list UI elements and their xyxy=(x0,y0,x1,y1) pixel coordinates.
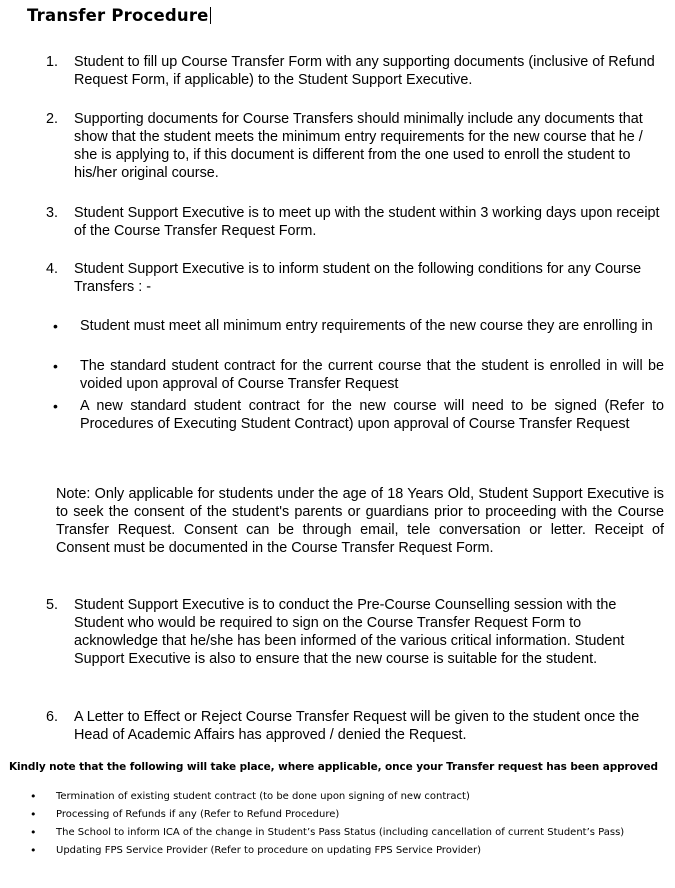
condition-text: A new standard student contract for the new course will need to be signed (Refer to Procedures of Executing Student Contract) upon approval of Course Transfer Request xyxy=(80,398,664,432)
step-number: 6. xyxy=(46,709,59,725)
bullet-icon: • xyxy=(53,318,58,334)
outcome-text: The School to inform ICA of the change in Student’s Pass Status (including cancellation of current Student’s Pass) xyxy=(56,827,625,838)
page-title-text: Transfer Procedure xyxy=(27,6,209,25)
bullet-icon: • xyxy=(30,826,37,839)
condition-text: Student must meet all minimum entry requirements of the new course they are enrolling in xyxy=(80,318,653,334)
step-number: 1. xyxy=(46,54,59,70)
step-number: 4. xyxy=(46,261,59,277)
step-6 xyxy=(46,708,668,744)
step-text: Student Support Executive is to meet up with the student within 3 working days upon receipt of the Course Transfer Request Form. xyxy=(74,205,660,239)
condition-item xyxy=(50,317,664,335)
outcome-item xyxy=(30,826,624,840)
bullet-icon: • xyxy=(30,808,37,821)
age-note: Note: Only applicable for students under the age of 18 Years Old, Student Support Executive is to seek the consent of the student's parents or guardians prior to proceeding with the Course Transfer Request. Consent can be through email, tele conversation or letter. Receipt of Consent must be documented in the Course Transfer Request Form. xyxy=(56,486,664,556)
outcome-item xyxy=(30,808,339,822)
step-number: 5. xyxy=(46,597,59,613)
condition-item xyxy=(50,357,664,393)
text-cursor xyxy=(210,7,211,24)
kindly-note-heading: Kindly note that the following will take place, where applicable, once your Transfer request has been approved xyxy=(9,761,658,773)
bullet-icon: • xyxy=(53,398,58,414)
outcome-item xyxy=(30,790,470,804)
condition-text: The standard student contract for the current course that the student is enrolled in will be voided upon approval of Course Transfer Request xyxy=(80,358,664,392)
condition-item xyxy=(50,397,664,433)
step-text: Student Support Executive is to inform student on the following conditions for any Course Transfers : - xyxy=(74,261,642,295)
step-text: Student Support Executive is to conduct the Pre-Course Counselling session with the Student who would be required to sign on the Course Transfer Request Form to acknowledge that he/she has been informed of the various critical information. Student Support Executive is also to ensure that the new course is suitable for the student. xyxy=(74,597,625,667)
outcome-text: Processing of Refunds if any (Refer to Refund Procedure) xyxy=(56,809,340,820)
step-number: 3. xyxy=(46,205,59,221)
step-text: Student to fill up Course Transfer Form with any supporting documents (inclusive of Refund Request Form, if applicable) to the Student Support Executive. xyxy=(74,54,655,88)
step-5 xyxy=(46,596,668,668)
step-text: Supporting documents for Course Transfers should minimally include any documents that show that the student meets the minimum entry requirements for the new course that he / she is applying to, if this document is different from the one used to enroll the student to his/her original course. xyxy=(74,111,643,181)
step-3 xyxy=(46,204,668,240)
bullet-icon: • xyxy=(30,844,37,857)
outcome-text: Updating FPS Service Provider (Refer to procedure on updating FPS Service Provider) xyxy=(56,845,482,856)
bullet-icon: • xyxy=(30,790,37,803)
step-number: 2. xyxy=(46,111,59,127)
step-4 xyxy=(46,260,668,296)
step-text: A Letter to Effect or Reject Course Transfer Request will be given to the student once the Head of Academic Affairs has approved / denied the Request. xyxy=(74,709,640,743)
page-title xyxy=(27,6,211,25)
outcome-item xyxy=(30,844,481,858)
bullet-icon: • xyxy=(53,358,58,374)
step-1 xyxy=(46,53,668,89)
step-2 xyxy=(46,110,668,182)
outcome-text: Termination of existing student contract (to be done upon signing of new contract) xyxy=(56,791,470,802)
